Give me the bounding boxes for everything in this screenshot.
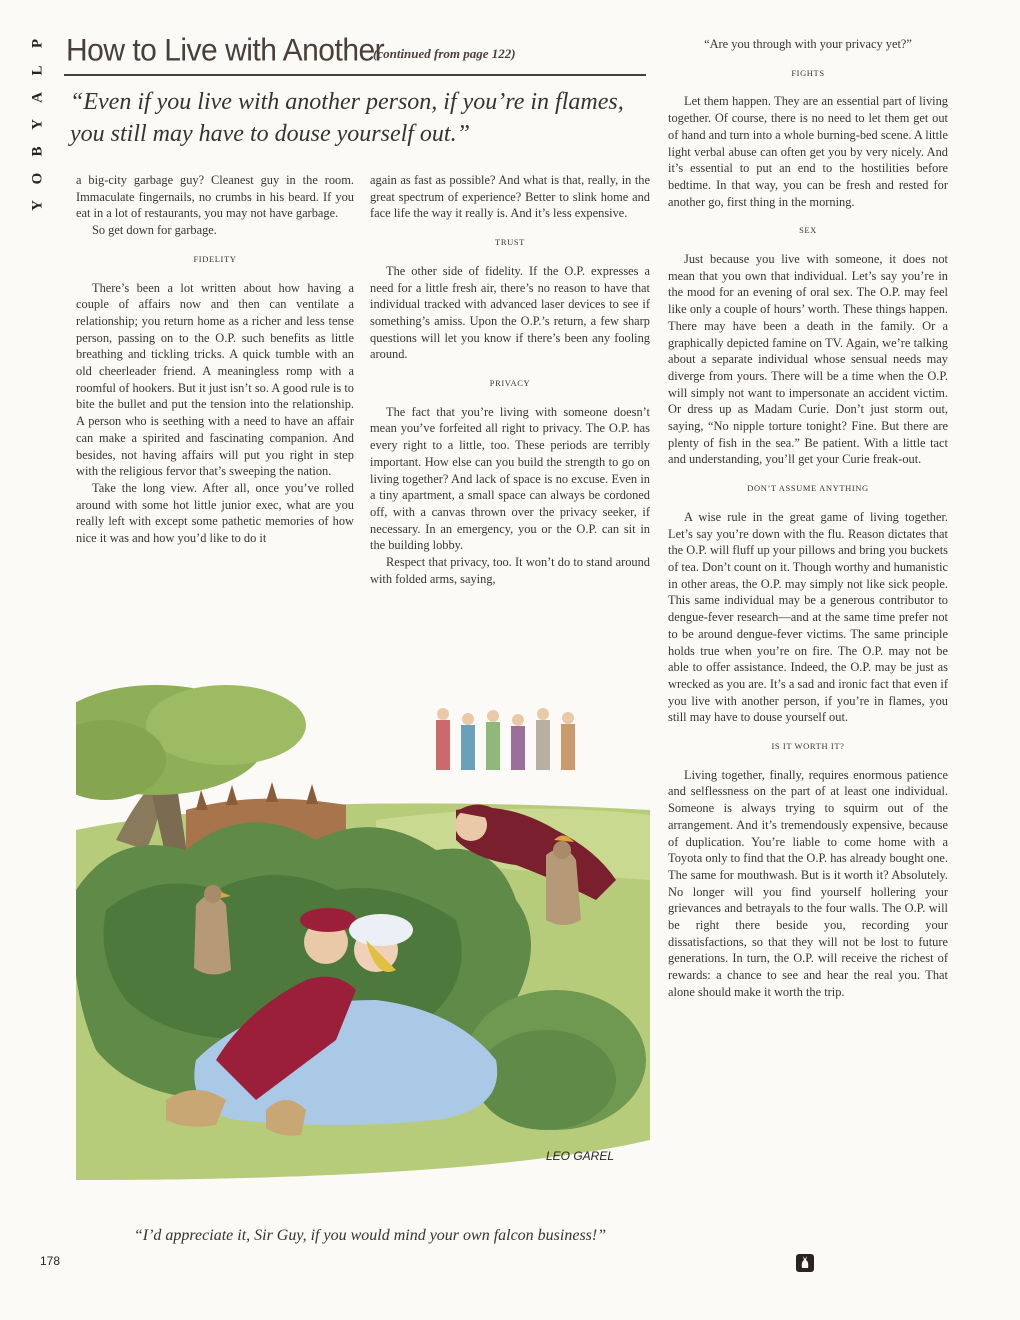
- section-heading-sex: SEX: [799, 225, 817, 236]
- masthead-letter: B: [29, 146, 46, 157]
- paragraph: Let them happen. They are an essential part of living together. Of course, there is no need to let them get out of hand and turn into a whole burning-bed scene. A little light verbal abuse can often get you by very nicely. And it’s essential to put an end to the hostilities before bedtime. In that way, you can be fresh and rested for another go, first thing in the morning.: [668, 94, 948, 209]
- paragraph: a big-city garbage guy? Cleanest guy in the room. Immaculate fingernails, no crumbs in his beard. If you eat in a lot of restaurants, you may not have garbage.: [76, 173, 354, 221]
- text-column-3: [668, 36, 948, 1001]
- paragraph: again as fast as possible? And what is that, really, in the great spectrum of experience? Better to slink home and face life the way it really is. And it’s less expensive.: [370, 173, 650, 221]
- paragraph: There’s been a lot written about how having a couple of affairs now and then can ventilate a relationship; you return home as a richer and less tense person, passing on to the O.P. such benefits as little breathing and tickling tricks. A quick tumble with an old cheerleader friend. A meaningless romp with a roomful of hookers. But it just isn’t so. A good rule is to bite the bullet and put the tension into the relationship. A person who is seething with a need to have an affair can make a spirited and fascinating companion. And besides, not having affairs will put you right in step with the religious fervor that’s sweeping the nation.: [76, 280, 354, 479]
- article-title: How to Live with Another: [66, 33, 385, 68]
- rabbit-end-mark-icon: [796, 1254, 814, 1272]
- pull-quote: “Even if you live with another person, if you’re in flames, you still may have to douse yourself out.”: [70, 89, 624, 147]
- masthead-letter: A: [29, 92, 46, 103]
- paragraph: Respect that privacy, too. It won’t do to stand around with folded arms, saying,: [370, 555, 650, 586]
- paragraph: So get down for garbage.: [92, 223, 217, 238]
- text-column-1: [76, 172, 354, 547]
- continued-note: (continued from page 122): [373, 46, 516, 61]
- paragraph: “Are you through with your privacy yet?”: [704, 37, 912, 51]
- text-column-2: [370, 172, 650, 587]
- paragraph: A wise rule in the great game of living together. Let’s say you’re down with the flu. Reason dictates that the O.P. will fluff up your pillows and bring you buckets of tea. Don’t count on it. Though worthy and humanistic in other areas, the O.P. may simply not like sick people. This same individual may be a generous contributor to dengue-fever research—and at the same time prefer not to be around dengue-fever victims. The same principle holds true when you’re on fire. The O.P. may not be able to offer assistance. Indeed, the O.P. may be just as wrecked as you are. It’s a sad and ironic fact that even if you live with another person, if you’re in flames, you still may have to douse yourself out.: [668, 509, 949, 725]
- masthead-letter: Y: [29, 200, 46, 211]
- masthead-letter: P: [29, 38, 46, 49]
- section-heading-trust: TRUST: [495, 237, 525, 248]
- masthead-letter: O: [29, 172, 46, 185]
- section-heading-fidelity: FIDELITY: [193, 253, 237, 264]
- paragraph: The other side of fidelity. If the O.P. expresses a need for a little fresh air, there’s no reason to have that individual tracked with advanced laser devices to see if something’s amiss. Upon the O.P.’s return, a few sharp questions will let you know if there’s been any fooling around.: [370, 263, 650, 362]
- masthead-letter: L: [29, 65, 46, 76]
- artist-signature: LEO GAREL: [546, 1149, 615, 1163]
- paragraph: Living together, finally, requires enormous patience and selflessness on the part of at least one individual. Someone is always trying to squirm out of the arrangement. And it’s tremendously expensive, because of duplication. You’re liable to come home with a Toyota only to find that the O.P. has already bought one. The same for mouthwash. But is it worth it? Absolutely. No longer will you find yourself hollering your grievances and betrayals to the four walls. The O.P. will be right there beside you, recording your dissatisfactions, so that they will not be lost to future generations. In turn, the O.P. will receive the richest of rewards: a chance to see and hear the real you. That alone should make it worth the trip.: [668, 767, 948, 999]
- cartoon-illustration: [76, 680, 650, 1190]
- header-rule: [64, 74, 646, 76]
- section-heading-privacy: PRIVACY: [489, 378, 531, 389]
- masthead-letter: Y: [29, 119, 46, 130]
- section-heading-fights: FIGHTS: [791, 67, 825, 78]
- paragraph: Take the long view. After all, once you’ve rolled around with some hot little junior exec, what are you really left with except some pathetic memories of how nice it was and how you’d like to do it: [76, 480, 354, 546]
- cartoon-caption: “I’d appreciate it, Sir Guy, if you would mind your own falcon business!”: [133, 1227, 607, 1244]
- page-number: 178: [40, 1254, 61, 1268]
- paragraph: The fact that you’re living with someone doesn’t mean you’ve forfeited all right to privacy. The O.P. has every right to a little, too. These periods are terribly important. How else can you build the strength to go on living together? And lack of space is no excuse. Even in a tiny apartment, a small space can always be cordoned off, with a canvas thrown over the privacy seeker, if necessary. In an emergency, you or the O.P. can sit in the building lobby.: [370, 404, 650, 553]
- paragraph: Just because you live with someone, it does not mean that you own that individual. Let’s say you’re in the mood for an evening of oral sex. The O.P. may feel like only a couple of hours’ worth. These things happen. There may have been a death in the family. Or a graphically depicted famine on TV. Again, we’re talking about a separate individual whose sensual needs may diverge from yours. There will be a time when the O.P. will simply not want to impersonate an accident victim. Or dress up as Madam Curie. Don’t just storm out, saying, “No nipple torture tonight? Fine. But there are plenty of fish in the sea.” Be patient. With a little tact and understanding, you’ll get your Curie freak-out.: [668, 252, 948, 467]
- section-heading-dont-assume: DON’T ASSUME ANYTHING: [747, 483, 869, 494]
- playboy-masthead: [26, 30, 50, 219]
- section-heading-worth-it: IS IT WORTH IT?: [771, 741, 845, 752]
